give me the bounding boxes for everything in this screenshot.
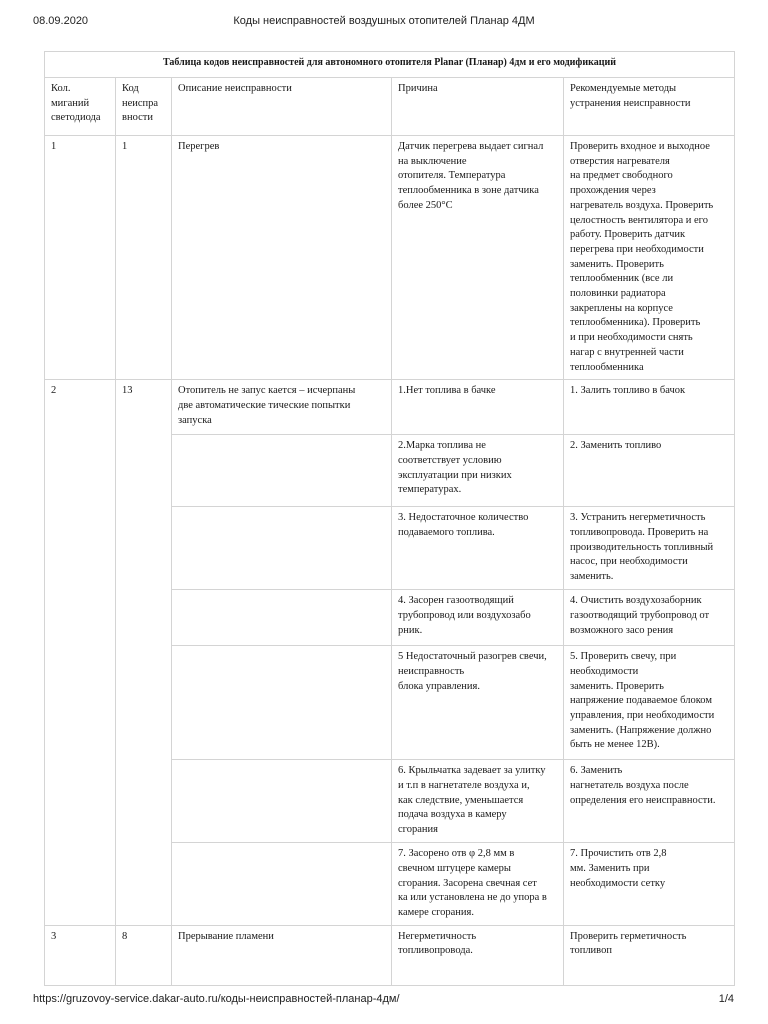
page-header	[0, 15, 768, 31]
cause-cell: 7. Засорено отв φ 2,8 мм в свечном штуцере камеры сгорания. Засорена свечная сет ка или установлена не до упора в камере сгорания.	[392, 843, 564, 926]
blinks-cell: 1	[45, 136, 116, 380]
empty-description-cell	[172, 646, 392, 760]
table-row	[45, 380, 735, 435]
empty-description-cell	[172, 590, 392, 646]
fix-cell: 4. Очистить воздухозаборник газоотводящий трубопровод от возможного засо рения	[564, 590, 735, 646]
cause-cell: 4. Засорен газоотводящий трубопровод или воздухозабо рник.	[392, 590, 564, 646]
table-title-row	[45, 52, 735, 78]
column-header-fix: Рекомендуемые методы устранения неисправности	[564, 78, 735, 136]
fault-codes-table	[44, 51, 735, 986]
cause-cell: 6. Крыльчатка задевает за улитку и т.п в нагнетателе воздуха и, как следствие, уменьшается подача воздуха в камеру сгорания	[392, 760, 564, 843]
empty-description-cell	[172, 760, 392, 843]
fix-cell: 3. Устранить негерметичность топливопровода. Проверить на производительность топливный насос, при необходимости заменить.	[564, 507, 735, 590]
code-cell: 8	[116, 925, 172, 985]
empty-description-cell	[172, 843, 392, 926]
fix-cell: 1. Залить топливо в бачок	[564, 380, 735, 435]
description-cell: Перегрев	[172, 136, 392, 380]
fix-cell: 2. Заменить топливо	[564, 435, 735, 507]
table-row	[45, 925, 735, 985]
column-header-description: Описание неисправности	[172, 78, 392, 136]
cause-cell: Датчик перегрева выдает сигнал на выключение отопителя. Температура теплообменника в зоне датчика более 250°С	[392, 136, 564, 380]
page-title: Коды неисправностей воздушных отопителей Планар 4ДМ	[233, 15, 535, 27]
cause-cell: 2.Марка топлива не соответствует условию эксплуатации при низких температурах.	[392, 435, 564, 507]
column-header-blinks: Кол. миганий светодиода	[45, 78, 116, 136]
page-footer	[0, 993, 768, 1009]
column-header-cause: Причина	[392, 78, 564, 136]
cause-cell: Негерметичность топливопровода.	[392, 925, 564, 985]
fix-cell: Проверить герметичность топливоп	[564, 925, 735, 985]
fix-cell: Проверить входное и выходное отверстия нагревателя на предмет свободного прохождения через нагреватель воздуха. Проверить целостность вентилятора и его работу. Проверить датчик перегрева при необходимости заменить. Проверить теплообменник (все ли половинки радиатора закреплены на корпусе теплообменника). Проверить и при необходимости снять нагар с внутренней части теплообменника	[564, 136, 735, 380]
description-cell: Отопитель не запус кается – исчерпаны две автоматические тические попытки запуска	[172, 380, 392, 435]
table-title: Таблица кодов неисправностей для автономного отопителя Planar (Планар) 4дм и его модификаций	[45, 52, 735, 78]
code-cell: 1	[116, 136, 172, 380]
code-cell: 13	[116, 380, 172, 926]
description-cell: Прерывание пламени	[172, 925, 392, 985]
fix-cell: 7. Прочистить отв 2,8 мм. Заменить при необходимости сетку	[564, 843, 735, 926]
page-url: https://gruzovoy-service.dakar-auto.ru/коды-неисправностей-планар-4дм/	[33, 993, 400, 1005]
table-header-row	[45, 78, 735, 136]
fix-cell: 5. Проверить свечу, при необходимости заменить. Проверить напряжение подаваемое блоком управления, при необходимости заменить. (Напряжение должно быть не менее 12В).	[564, 646, 735, 760]
page-number: 1/4	[718, 993, 734, 1005]
cause-cell: 1.Нет топлива в бачке	[392, 380, 564, 435]
blinks-cell: 3	[45, 925, 116, 985]
empty-description-cell	[172, 435, 392, 507]
print-date: 08.09.2020	[33, 15, 89, 27]
table-row	[45, 136, 735, 380]
empty-description-cell	[172, 507, 392, 590]
blinks-cell: 2	[45, 380, 116, 926]
cause-cell: 5 Недостаточный разогрев свечи, неисправность блока управления.	[392, 646, 564, 760]
fix-cell: 6. Заменить нагнетатель воздуха после определения его неисправности.	[564, 760, 735, 843]
column-header-code: Код неиспра вности	[116, 78, 172, 136]
cause-cell: 3. Недостаточное количество подаваемого топлива.	[392, 507, 564, 590]
